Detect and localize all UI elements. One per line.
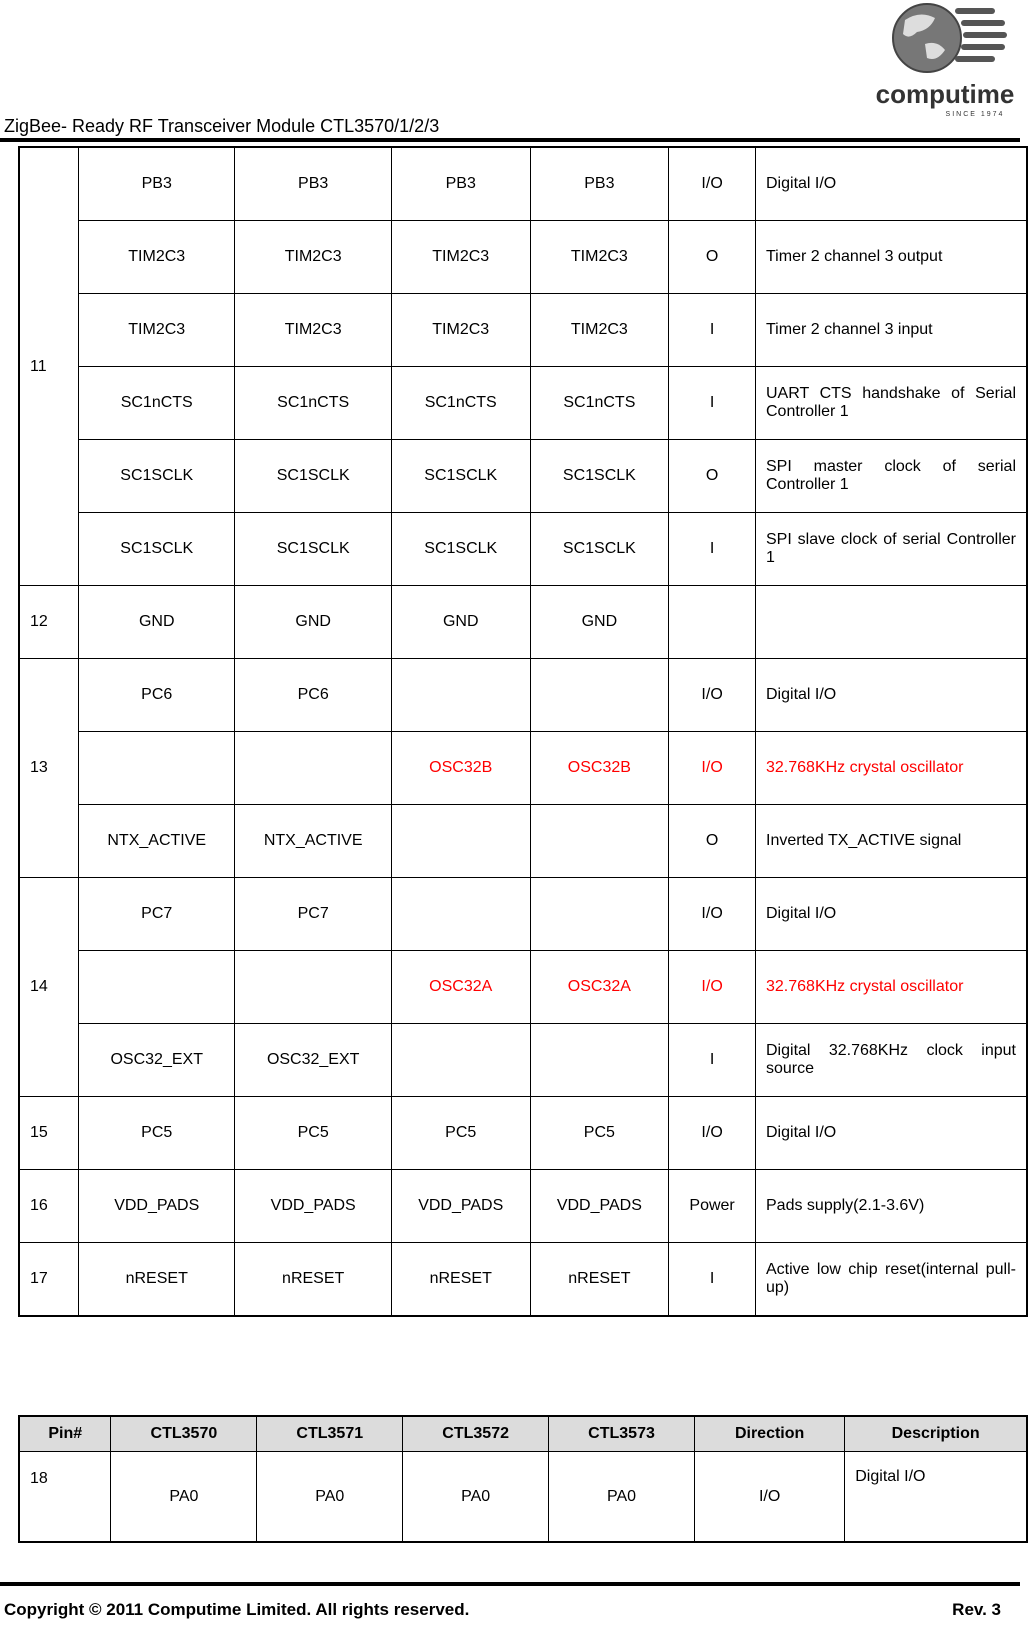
description-cell: 32.768KHz crystal oscillator — [756, 732, 1028, 805]
direction-cell: I — [669, 1243, 756, 1317]
signal-cell: PA0 — [403, 1452, 549, 1543]
header-divider — [0, 138, 1020, 142]
signal-cell: VDD_PADS — [79, 1170, 235, 1243]
signal-cell — [235, 951, 391, 1024]
signal-cell — [79, 732, 235, 805]
table-row — [19, 951, 1027, 1024]
column-header: CTL3570 — [111, 1416, 257, 1452]
signal-cell: OSC32B — [530, 732, 669, 805]
signal-cell: SC1SCLK — [235, 440, 391, 513]
direction-cell: O — [669, 805, 756, 878]
signal-cell: SC1nCTS — [391, 367, 530, 440]
signal-cell: VDD_PADS — [530, 1170, 669, 1243]
signal-cell: PC7 — [235, 878, 391, 951]
description-cell: 32.768KHz crystal oscillator — [756, 951, 1028, 1024]
signal-cell: PC5 — [79, 1097, 235, 1170]
direction-cell: Power — [669, 1170, 756, 1243]
signal-cell: SC1SCLK — [391, 440, 530, 513]
description-cell: Timer 2 channel 3 output — [756, 221, 1028, 294]
description-cell: SPI slave clock of serial Controller 1 — [756, 513, 1028, 586]
table-row — [19, 367, 1027, 440]
description-cell: Timer 2 channel 3 input — [756, 294, 1028, 367]
table-row — [19, 878, 1027, 951]
signal-cell — [530, 659, 669, 732]
signal-cell: TIM2C3 — [530, 221, 669, 294]
table-row — [19, 586, 1027, 659]
signal-cell: SC1SCLK — [235, 513, 391, 586]
table-row — [19, 440, 1027, 513]
signal-cell: TIM2C3 — [235, 294, 391, 367]
signal-cell: OSC32A — [530, 951, 669, 1024]
signal-cell: PC5 — [235, 1097, 391, 1170]
computime-logo — [875, 0, 1015, 120]
signal-cell: GND — [391, 586, 530, 659]
description-cell: Active low chip reset(internal pull-up) — [756, 1243, 1028, 1317]
direction-cell: I — [669, 1024, 756, 1097]
direction-cell — [669, 586, 756, 659]
signal-cell: PA0 — [257, 1452, 403, 1543]
direction-cell: I/O — [669, 147, 756, 221]
signal-cell — [391, 878, 530, 951]
signal-cell: OSC32B — [391, 732, 530, 805]
signal-cell: SC1SCLK — [530, 513, 669, 586]
column-header: CTL3572 — [403, 1416, 549, 1452]
pin-table — [18, 146, 1028, 1317]
table-row — [19, 1170, 1027, 1243]
description-cell: Digital I/O — [756, 147, 1028, 221]
signal-cell: nRESET — [79, 1243, 235, 1317]
description-cell: Digital I/O — [756, 1097, 1028, 1170]
signal-cell: SC1nCTS — [235, 367, 391, 440]
copyright-notice: Copyright © 2011 Computime Limited. All rights reserved. — [4, 1600, 470, 1619]
direction-cell: I — [669, 294, 756, 367]
signal-cell: OSC32A — [391, 951, 530, 1024]
pin-number: 13 — [19, 659, 79, 878]
table-row — [19, 805, 1027, 878]
column-header: Description — [845, 1416, 1027, 1452]
direction-cell: I/O — [669, 1097, 756, 1170]
signal-cell: SC1SCLK — [530, 440, 669, 513]
signal-cell: NTX_ACTIVE — [235, 805, 391, 878]
table-row — [19, 1243, 1027, 1317]
document-title: ZigBee- Ready RF Transceiver Module CTL3570/1/2/3 — [4, 116, 440, 136]
pin-number: 14 — [19, 878, 79, 1097]
description-cell: Inverted TX_ACTIVE signal — [756, 805, 1028, 878]
globe-logo-icon — [875, 0, 1015, 120]
signal-cell — [391, 805, 530, 878]
table-row — [19, 732, 1027, 805]
table-row — [19, 513, 1027, 586]
direction-cell: I/O — [669, 659, 756, 732]
direction-cell: O — [669, 221, 756, 294]
pin-number: 15 — [19, 1097, 79, 1170]
signal-cell: SC1SCLK — [79, 440, 235, 513]
footer-divider — [0, 1582, 1020, 1586]
signal-cell: VDD_PADS — [235, 1170, 391, 1243]
signal-cell: GND — [79, 586, 235, 659]
signal-cell: PC5 — [391, 1097, 530, 1170]
signal-cell: SC1SCLK — [391, 513, 530, 586]
description-cell: Pads supply(2.1-3.6V) — [756, 1170, 1028, 1243]
signal-cell: nRESET — [530, 1243, 669, 1317]
signal-cell: GND — [530, 586, 669, 659]
pin-number: 11 — [19, 147, 79, 586]
pin-number: 16 — [19, 1170, 79, 1243]
pin-table-2 — [18, 1415, 1028, 1543]
direction-cell: I/O — [669, 878, 756, 951]
signal-cell — [391, 1024, 530, 1097]
direction-cell: I/O — [669, 732, 756, 805]
description-cell: UART CTS handshake of Serial Controller 1 — [756, 367, 1028, 440]
signal-cell: TIM2C3 — [530, 294, 669, 367]
signal-cell: TIM2C3 — [79, 221, 235, 294]
table-row — [19, 1452, 1027, 1543]
logo-since: SINCE 1974 — [945, 111, 1005, 118]
signal-cell: SC1SCLK — [79, 513, 235, 586]
direction-cell: I — [669, 367, 756, 440]
signal-cell — [530, 878, 669, 951]
signal-cell: PA0 — [549, 1452, 695, 1543]
description-cell: SPI master clock of serial Controller 1 — [756, 440, 1028, 513]
pin-number: 17 — [19, 1243, 79, 1317]
table-row — [19, 659, 1027, 732]
signal-cell: OSC32_EXT — [79, 1024, 235, 1097]
pin-number: 18 — [19, 1452, 111, 1543]
signal-cell: SC1nCTS — [79, 367, 235, 440]
description-cell: Digital I/O — [756, 878, 1028, 951]
signal-cell: TIM2C3 — [391, 294, 530, 367]
signal-cell — [79, 951, 235, 1024]
direction-cell: I/O — [669, 951, 756, 1024]
column-header: Direction — [694, 1416, 844, 1452]
signal-cell: PC5 — [530, 1097, 669, 1170]
table-row — [19, 294, 1027, 367]
signal-cell: OSC32_EXT — [235, 1024, 391, 1097]
signal-cell: PB3 — [391, 147, 530, 221]
table-row — [19, 1024, 1027, 1097]
signal-cell — [530, 1024, 669, 1097]
signal-cell: TIM2C3 — [391, 221, 530, 294]
signal-cell: GND — [235, 586, 391, 659]
signal-cell — [235, 732, 391, 805]
revision-label: Rev. 3 — [952, 1600, 1001, 1619]
direction-cell: I/O — [694, 1452, 844, 1543]
signal-cell: PB3 — [235, 147, 391, 221]
signal-cell: TIM2C3 — [235, 221, 391, 294]
table-row — [19, 221, 1027, 294]
description-cell: Digital I/O — [845, 1452, 1027, 1543]
signal-cell: nRESET — [391, 1243, 530, 1317]
signal-cell: PB3 — [79, 147, 235, 221]
pin-number: 12 — [19, 586, 79, 659]
direction-cell: I — [669, 513, 756, 586]
description-cell: Digital I/O — [756, 659, 1028, 732]
signal-cell — [391, 659, 530, 732]
signal-cell: PA0 — [111, 1452, 257, 1543]
column-header: Pin# — [19, 1416, 111, 1452]
signal-cell: PC6 — [79, 659, 235, 732]
description-cell: Digital 32.768KHz clock input source — [756, 1024, 1028, 1097]
logo-wordmark: computime — [875, 79, 1015, 109]
column-header: CTL3573 — [549, 1416, 695, 1452]
signal-cell: PC7 — [79, 878, 235, 951]
table-row — [19, 147, 1027, 221]
direction-cell: O — [669, 440, 756, 513]
signal-cell: SC1nCTS — [530, 367, 669, 440]
signal-cell: NTX_ACTIVE — [79, 805, 235, 878]
signal-cell: TIM2C3 — [79, 294, 235, 367]
signal-cell: nRESET — [235, 1243, 391, 1317]
signal-cell: VDD_PADS — [391, 1170, 530, 1243]
signal-cell — [530, 805, 669, 878]
table-row — [19, 1097, 1027, 1170]
signal-cell: PC6 — [235, 659, 391, 732]
signal-cell: PB3 — [530, 147, 669, 221]
column-header: CTL3571 — [257, 1416, 403, 1452]
description-cell — [756, 586, 1028, 659]
